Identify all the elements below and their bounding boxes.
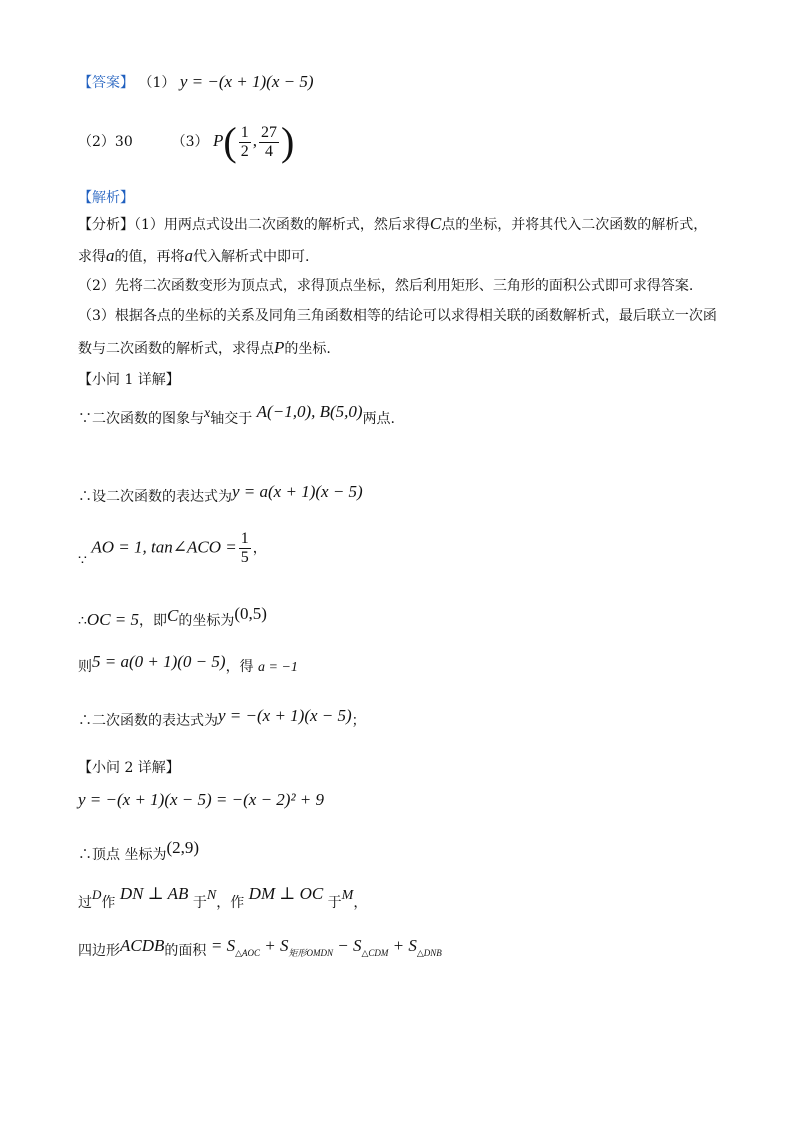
q1-line-5: 则5 = a(0 + 1)(0 − 5)，得 a = −1 [78, 652, 298, 675]
answer-part1-label: （1） [138, 75, 176, 91]
q2-header: 【小问 2 详解】 [78, 760, 180, 776]
analysis-tag: 【解析】 [78, 190, 134, 206]
q1-tan-frac: $\frac{1}{5}$ [240, 530, 249, 566]
q2-line-3: 过D作 DN ⊥ AB 于N，作 DM ⊥ OC 于M， [78, 884, 368, 911]
answer-line-1 [78, 72, 314, 93]
q1-line-4: ∴OC = 5，即C的坐标为(0,5) [78, 604, 267, 629]
q2-line-4: 四边形ACDB的面积 = $S_{\triangle AOC} + S_{矩形OMDN} - S_{\triangle CDM} + S_{\triangle DNB}$ [78, 936, 442, 959]
answer-tag: 【答案】 [78, 75, 134, 91]
answer-line-2: （2）30 （3） P( $\frac{1}{2}$ , $\frac{27}{4}$ ) [78, 119, 295, 164]
analysis-line-4: （3）根据各点的坐标的关系及同角三角函数相等的结论可以求得相关联的函数解析式，最后联立一次函 [78, 308, 717, 324]
q1-line-3: ∵ AO = 1, tan∠ACO = $\frac{1}{5}$ ， [78, 530, 267, 569]
q1-line-1: ∵二次函数的图象与x轴交于 A(−1,0), B(5,0)两点. [78, 402, 396, 427]
q1-header: 【小问 1 详解】 [78, 372, 180, 388]
analysis-line-2: 求得a的值，再将a代入解析式中即可. [78, 246, 310, 265]
analysis-line-1: 【分析】（1）用两点式设出二次函数的解析式，然后求得C点的坐标，并将其代入二次函数的解析式， [78, 214, 708, 233]
answer-p3-y-frac: $\frac{27}{4}$ [260, 123, 277, 160]
answer-part3-label: （3） [171, 134, 209, 150]
answer-part2: （2）30 [78, 134, 133, 150]
analysis-line-3: （2）先将二次函数变形为顶点式，求得顶点坐标，然后利用矩形、三角形的面积公式即可求得答案. [78, 278, 694, 294]
analysis-line-5: 数与二次函数的解析式，求得点P的坐标. [78, 338, 331, 357]
q1-line-6: ∴二次函数的表达式为y = −(x + 1)(x − 5)； [78, 706, 366, 729]
q1-line-2: ∴设二次函数的表达式为y = a(x + 1)(x − 5) [78, 482, 363, 505]
q2-line-2: ∴顶点 坐标为(2,9) [78, 838, 200, 863]
q2-line-1: y = −(x + 1)(x − 5) = −(x − 2)² + 9 [78, 790, 325, 809]
answer-p3-x-frac: $\frac{1}{2}$ [240, 123, 249, 160]
answer-part3-point: P [213, 131, 224, 150]
answer-part1-expr: y = −(x + 1)(x − 5) [179, 72, 314, 91]
